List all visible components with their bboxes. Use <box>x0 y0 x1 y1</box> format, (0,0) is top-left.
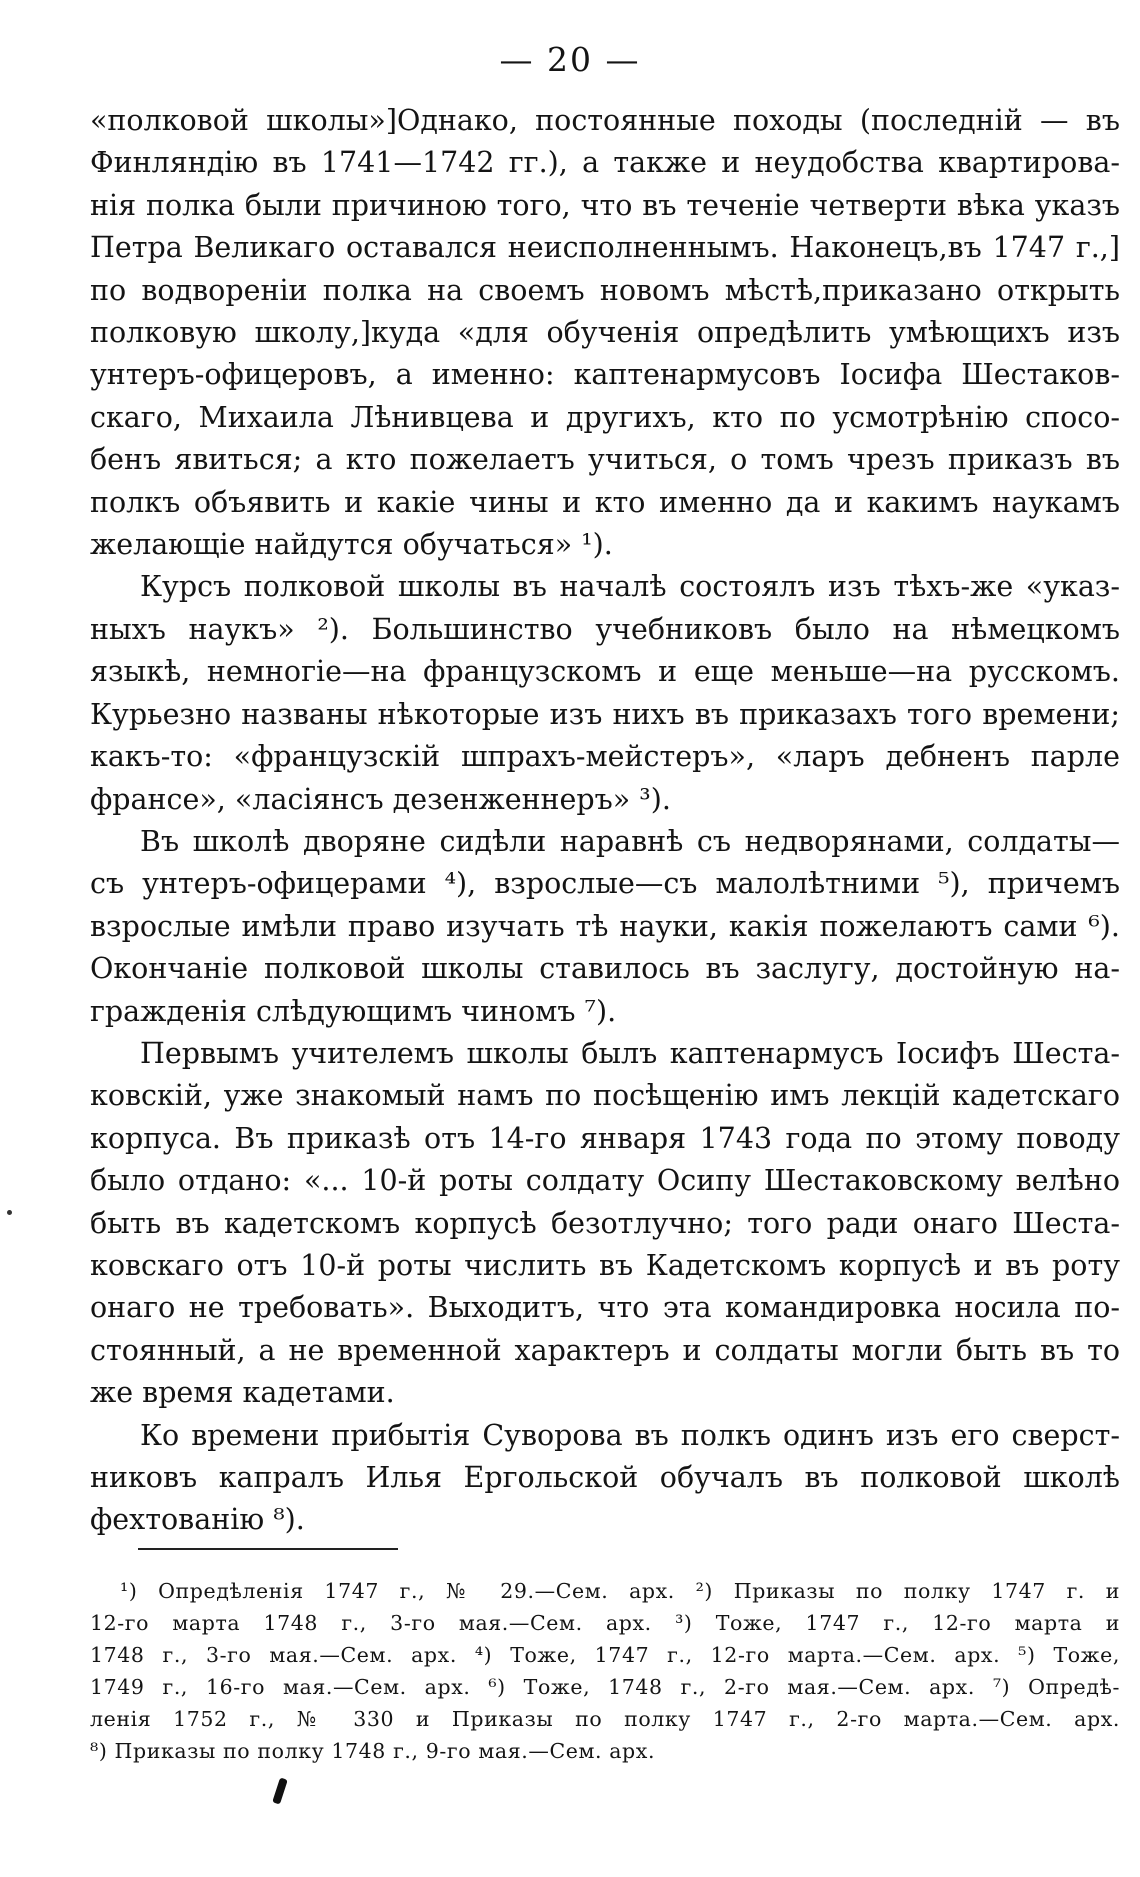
text-line: какъ-то: «французскій шпрахъ-мейстеръ», «ларъ дебненъ парле <box>90 740 1120 774</box>
footnote-line: 12-го марта 1748 г., 3-го мая.—Сем. арх. ³) Тоже, 1747 г., 12-го марта и <box>90 1611 1120 1635</box>
text-line: было отдано: «... 10-й роты солдату Осипу Шестаковскому велѣно <box>90 1164 1120 1198</box>
footnote-line: 1749 г., 16-го мая.—Сем. арх. ⁶) Тоже, 1748 г., 2-го мая.—Сем. арх. ⁷) Опредѣ- <box>90 1675 1120 1699</box>
text-line: полковую школу,]куда «для обученія опредѣлить умѣющихъ изъ <box>90 316 1120 350</box>
text-line: гражденія слѣдующимъ чиномъ ⁷). <box>90 994 617 1028</box>
text-line: никовъ капралъ Илья Ергольской обучалъ въ полковой школѣ <box>90 1461 1120 1494</box>
text-line: же время кадетами. <box>90 1376 395 1410</box>
paragraph-4 <box>90 1033 1120 1415</box>
pen-mark <box>272 1777 288 1804</box>
paragraph-1 <box>90 100 1120 566</box>
main-text <box>90 100 1120 1542</box>
text-line: «полковой школы»]Однако, постоянные походы (последній — въ <box>90 104 1120 137</box>
text-line: Курсъ полковой школы въ началѣ состоялъ изъ тѣхъ-же «указ- <box>140 570 1120 604</box>
text-line: Въ школѣ дворяне сидѣли наравнѣ съ недворянами, солдаты— <box>140 824 1120 858</box>
text-line: Первымъ учителемъ школы былъ каптенармусъ Іосифъ Шеста- <box>140 1036 1120 1070</box>
text-line: Ко времени прибытія Суворова въ полкъ одинъ изъ его сверст- <box>140 1418 1120 1452</box>
text-line: ныхъ наукъ» ²). Большинство учебниковъ было на нѣмецкомъ <box>90 612 1120 646</box>
text-line: языкѣ, немногіе—на французскомъ и еще меньше—на русскомъ. <box>90 655 1120 689</box>
text-line: Окончаніе полковой школы ставилось въ заслугу, достойную на- <box>90 952 1120 986</box>
footnote-line: 1748 г., 3-го мая.—Сем. арх. ⁴) Тоже, 1747 г., 12-го марта.—Сем. арх. ⁵) Тоже, <box>90 1643 1120 1667</box>
text-line: съ унтеръ-офицерами ⁴), взрослые—съ малолѣтними ⁵), причемъ <box>90 867 1120 901</box>
text-line: фехтованію ⁸). <box>90 1503 305 1537</box>
text-line: желающіе найдутся обучаться» ¹). <box>90 528 613 562</box>
footnote-divider <box>138 1548 398 1550</box>
paragraph-3 <box>90 821 1120 1033</box>
text-line: скаго, Михаила Лѣнивцева и другихъ, кто по усмотрѣнію спосо- <box>90 400 1120 434</box>
text-line: Курьезно названы нѣкоторые изъ нихъ въ приказахъ того времени; <box>90 697 1120 731</box>
text-line: по водвореніи полка на своемъ новомъ мѣстѣ,приказано открыть <box>90 273 1120 307</box>
text-line: стоянный, а не временной характеръ и солдаты могли быть въ то <box>90 1333 1120 1367</box>
ink-dot <box>7 1210 12 1215</box>
text-line: унтеръ-офицеровъ, а именно: каптенармусовъ Іосифа Шестаков- <box>90 358 1120 392</box>
text-line: ковскаго отъ 10-й роты числить въ Кадетскомъ корпусѣ и въ роту <box>90 1248 1120 1282</box>
text-line: Петра Великаго оставался неисполненнымъ. Наконецъ,въ 1747 г.,] <box>90 231 1120 265</box>
paragraph-5 <box>90 1415 1120 1542</box>
text-line: полкъ объявить и какіе чины и кто именно да и какимъ наукамъ <box>90 485 1120 519</box>
footnotes <box>90 1575 1120 1767</box>
paragraph-2 <box>90 566 1120 820</box>
text-line: онаго не требовать». Выходитъ, что эта командировка носила по- <box>90 1291 1120 1325</box>
footnote-line: ¹) Опредѣленія 1747 г., № 29.—Сем. арх. ²) Приказы по полку 1747 г. и <box>120 1579 1120 1603</box>
text-line: взрослые имѣли право изучать тѣ науки, какія пожелаютъ сами ⁶). <box>90 909 1120 943</box>
text-line: корпуса. Въ приказѣ отъ 14-го января 1743 года по этому поводу <box>90 1121 1120 1155</box>
text-line: быть въ кадетскомъ корпусѣ безотлучно; того ради онаго Шеста- <box>90 1206 1120 1240</box>
footnote-line: ⁸) Приказы по полку 1748 г., 9-го мая.—Сем. арх. <box>90 1739 656 1763</box>
text-line: нія полка были причиною того, что въ теченіе четверти вѣка указъ <box>90 188 1120 222</box>
text-line: бенъ явиться; а кто пожелаетъ учиться, о томъ чрезъ приказъ въ <box>90 443 1120 477</box>
page-number: — 20 — <box>499 40 641 79</box>
text-line: Финляндію въ 1741—1742 гг.), а также и неудобства квартирова- <box>90 146 1120 180</box>
footnote-line: ленія 1752 г., № 330 и Приказы по полку 1747 г., 2-го марта.—Сем. арх. <box>90 1707 1120 1731</box>
text-line: франсе», «ласіянсъ дезенженнеръ» ³). <box>90 782 671 816</box>
text-line: ковскій, уже знакомый намъ по посѣщенію имъ лекцій кадетскаго <box>90 1079 1120 1113</box>
